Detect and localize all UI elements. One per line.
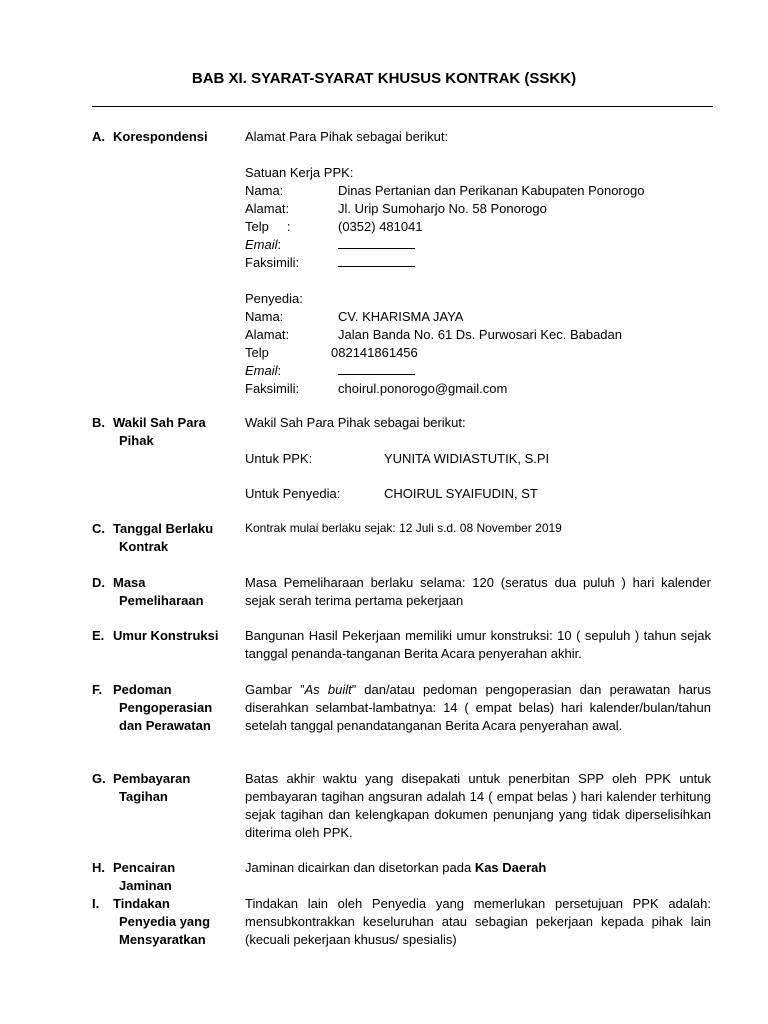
section-intro: Wakil Sah Para Pihak sebagai berikut: xyxy=(245,415,466,430)
section-letter: G. xyxy=(92,771,106,786)
section-label-line2: Tagihan xyxy=(119,789,168,804)
provider-phone-value: 082141861456 xyxy=(331,345,418,360)
section-letter: B. xyxy=(92,415,105,430)
provider-email-blank xyxy=(338,362,415,380)
ppk-name-label: Nama: xyxy=(245,183,284,198)
section-label-line2: Pengoperasian xyxy=(119,700,213,715)
section-label-line2: Pihak xyxy=(119,433,154,448)
section-label-line2: Pemeliharaan xyxy=(119,593,204,608)
provider-name-label: Nama: xyxy=(245,309,284,324)
section-text: Bangunan Hasil Pekerjaan memiliki umur konstruksi: 10 ( sepuluh ) tahun sejak tanggal penanda-tanganan Berita Acara penyerahan akhir. xyxy=(245,628,711,661)
section-label-line1: Masa xyxy=(113,575,146,590)
ppk-email-blank xyxy=(338,236,415,254)
section-text: Kontrak mulai berlaku sejak: 12 Juli s.d. 08 November 2019 xyxy=(245,521,562,535)
section-label-line3: Mensyaratkan xyxy=(119,932,206,947)
ppk-email-label: Email: xyxy=(245,237,282,252)
ppk-rep-value: YUNITA WIDIASTUTIK, S.PI xyxy=(384,451,550,466)
ppk-header: Satuan Kerja PPK: xyxy=(245,165,354,180)
section-label: Korespondensi xyxy=(113,129,208,144)
section-letter: D. xyxy=(92,575,105,590)
provider-phone-label: Telp xyxy=(245,345,269,360)
ppk-address-label: Alamat: xyxy=(245,201,290,216)
section-text: Jaminan dicairkan dan disetorkan pada Kas Daerah xyxy=(245,860,547,875)
section-label: Umur Konstruksi xyxy=(113,628,219,643)
ppk-fax-label: Faksimili: xyxy=(245,255,300,270)
section-text: Batas akhir waktu yang disepakati untuk penerbitan SPP oleh PPK untuk pembayaran tagihan angsuran adalah 14 ( empat belas ) hari kalender terhitung sejak tagihan dan kelengkapan dokumen penunjang yang tidak diperselisihkan diterima oleh PPK. xyxy=(245,771,711,840)
provider-address-label: Alamat: xyxy=(245,327,290,342)
provider-rep-label: Untuk Penyedia: xyxy=(245,486,341,501)
section-text: Gambar ”As built” dan/atau pedoman pengoperasian dan perawatan harus diserahkan selambat-lambatnya: 14 ( empat belas) hari kalender/bulan/tahun setelah tanggal penandatanganan Berita Acara penyerahan awal. xyxy=(245,682,711,733)
title-divider xyxy=(92,106,713,107)
provider-fax-value: choirul.ponorogo@gmail.com xyxy=(338,381,508,396)
section-intro: Alamat Para Pihak sebagai berikut: xyxy=(245,129,449,144)
section-letter: H. xyxy=(92,860,105,875)
section-text: Tindakan lain oleh Penyedia yang memerlukan persetujuan PPK adalah: mensubkontrakkan keseluruhan atau sebagian pekerjaan kepada pihak lain (kecuali pekerjaan khusus/ spesialis) xyxy=(245,896,711,947)
section-text: Masa Pemeliharaan berlaku selama: 120 (seratus dua puluh ) hari kalender sejak serah terima pertama pekerjaan xyxy=(245,575,711,608)
ppk-phone-value: (0352) 481041 xyxy=(338,219,423,234)
section-letter: E. xyxy=(92,628,105,643)
section-label-line1: Pencairan xyxy=(113,860,176,875)
section-label-line2: Jaminan xyxy=(119,878,172,893)
section-letter: C. xyxy=(92,521,105,536)
ppk-fax-blank xyxy=(338,254,415,272)
section-label-line1: Pembayaran xyxy=(113,771,191,786)
ppk-rep-label: Untuk PPK: xyxy=(245,451,313,466)
section-label-line2: Kontrak xyxy=(119,539,169,554)
provider-header: Penyedia: xyxy=(245,291,303,306)
provider-name-value: CV. KHARISMA JAYA xyxy=(338,309,464,324)
section-label-line1: Tanggal Berlaku xyxy=(113,521,214,536)
provider-fax-label: Faksimili: xyxy=(245,381,300,396)
page-title: BAB XI. SYARAT-SYARAT KHUSUS KONTRAK (SSKK) xyxy=(191,70,577,87)
section-label-line1: Tindakan xyxy=(113,896,170,911)
ppk-phone-label: Telp : xyxy=(245,219,291,234)
section-label-line3: dan Perawatan xyxy=(119,718,211,733)
provider-rep-value: CHOIRUL SYAIFUDIN, ST xyxy=(384,486,538,501)
section-letter: I. xyxy=(92,896,100,911)
provider-address-value: Jalan Banda No. 61 Ds. Purwosari Kec. Babadan xyxy=(338,327,623,342)
ppk-address-value: Jl. Urip Sumoharjo No. 58 Ponorogo xyxy=(338,201,547,216)
section-label-line2: Penyedia yang xyxy=(119,914,211,929)
section-letter: A. xyxy=(92,129,105,144)
ppk-name-value: Dinas Pertanian dan Perikanan Kabupaten Ponorogo xyxy=(338,183,645,198)
section-letter: F. xyxy=(92,682,103,697)
section-label-line1: Pedoman xyxy=(113,682,172,697)
provider-email-label: Email: xyxy=(245,363,282,378)
section-label-line1: Wakil Sah Para xyxy=(113,415,206,430)
